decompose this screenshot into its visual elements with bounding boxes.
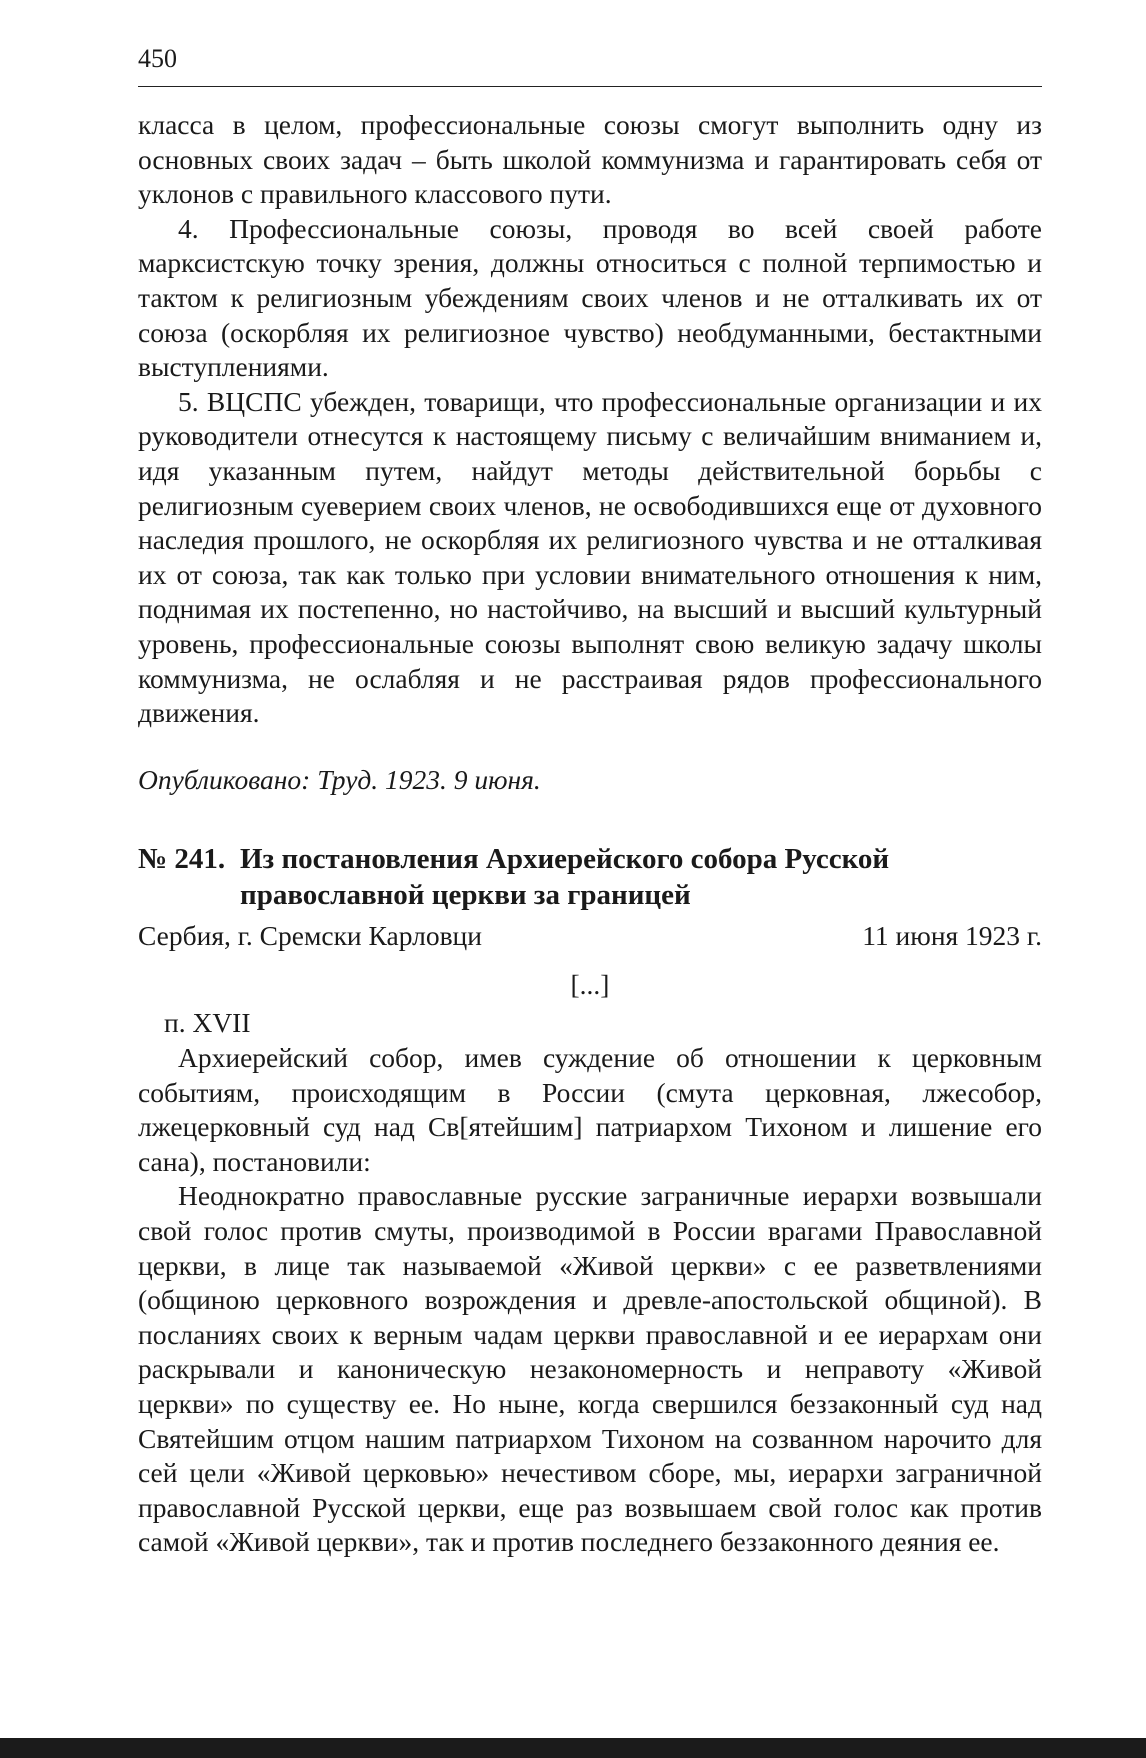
page-number: 450 (138, 44, 177, 73)
document-date: 11 июня 1923 г. (862, 920, 1042, 952)
document-heading (138, 841, 1042, 913)
section-label: п. XVII (164, 1007, 251, 1039)
header-rule (138, 86, 1042, 87)
document-heading-line-1 (138, 841, 1042, 877)
document-title-line-1: Из постановления Архиерейского собора Русской (240, 843, 890, 876)
paragraph-item-4: 4. Профессиональные союзы, проводя во всей своей работе марксистскую точку зрения, должны относиться с полной терпимостью и тактом к религиозным убеждениям своих членов и не отталкивать их от союза (оскорбляя их религиозное чувство) необдуманными, бестактными выступлениями. (138, 212, 1042, 383)
paragraph-continued: класса в целом, профессиональные союзы смогут выполнить одну из основных своих задач – быть школой коммунизма и гарантировать себя от уклонов с правильного классового пути. (138, 109, 1042, 210)
document-paragraph-1: Архиерейский собор, имев суждение об отношении к церковным событиям, происходящим в России (смута церковная, лжесобор, лжецерковный суд над Св[ятейшим] патриархом Тихоном и лишение его сана), постановили: (138, 1042, 1042, 1177)
scan-bottom-band (0, 1738, 1146, 1758)
publication-source: Опубликовано: Труд. 1923. 9 июня. (138, 763, 541, 795)
document-place-date (138, 919, 1042, 954)
document-place: Сербия, г. Сремски Карловци (138, 920, 482, 952)
page-content (138, 108, 1042, 1560)
paragraph-item-5: 5. ВЦСПС убежден, товарищи, что профессиональные организации и их руководители отнесутся к настоящему письму с величайшим вниманием и, идя указанным путем, найдут методы действительной борьбы с религиозным суеверием своих членов, не освободившихся еще от духовного наследия прошлого, не оскорбляя их религиозного чувства и не отталкивая их от союза, так как только при условии внимательного отношения к ним, поднимая их постепенно, но настойчиво, на высший и высший культурный уровень, профессиональные союзы выполнят свою великую задачу школы коммунизма, не ослабляя и не расстраивая рядов профессионального движения. (138, 385, 1042, 729)
document-number: № 241. (138, 843, 226, 876)
omission-mark: [...] (570, 968, 610, 1000)
document-title-line-2: православной церкви за границей (240, 879, 691, 912)
document-paragraph-2: Неоднократно православные русские заграничные иерархи возвышали свой голос против смуты, производимой в России врагами Православной церкви, в лице так называемой «Живой церкви» с ее разветвлениями (общиною церковного возрождения и древле-апостольской общиной). В посланиях своих к верным чадам церкви православной и ее иерархам они раскрывали и каноническую незакономерность и неправоту «Живой церкви» по существу ее. Но ныне, когда свершился беззаконный суд над Святейшим отцом нашим патриархом Тихоном на созванном нарочито для сей цели «Живой церковью» нечестивом сборе, мы, иерархи заграничной православной Русской церкви, еще раз возвышаем свой голос как против самой «Живой церкви», так и против последнего беззаконного деяния ее. (138, 1180, 1042, 1558)
